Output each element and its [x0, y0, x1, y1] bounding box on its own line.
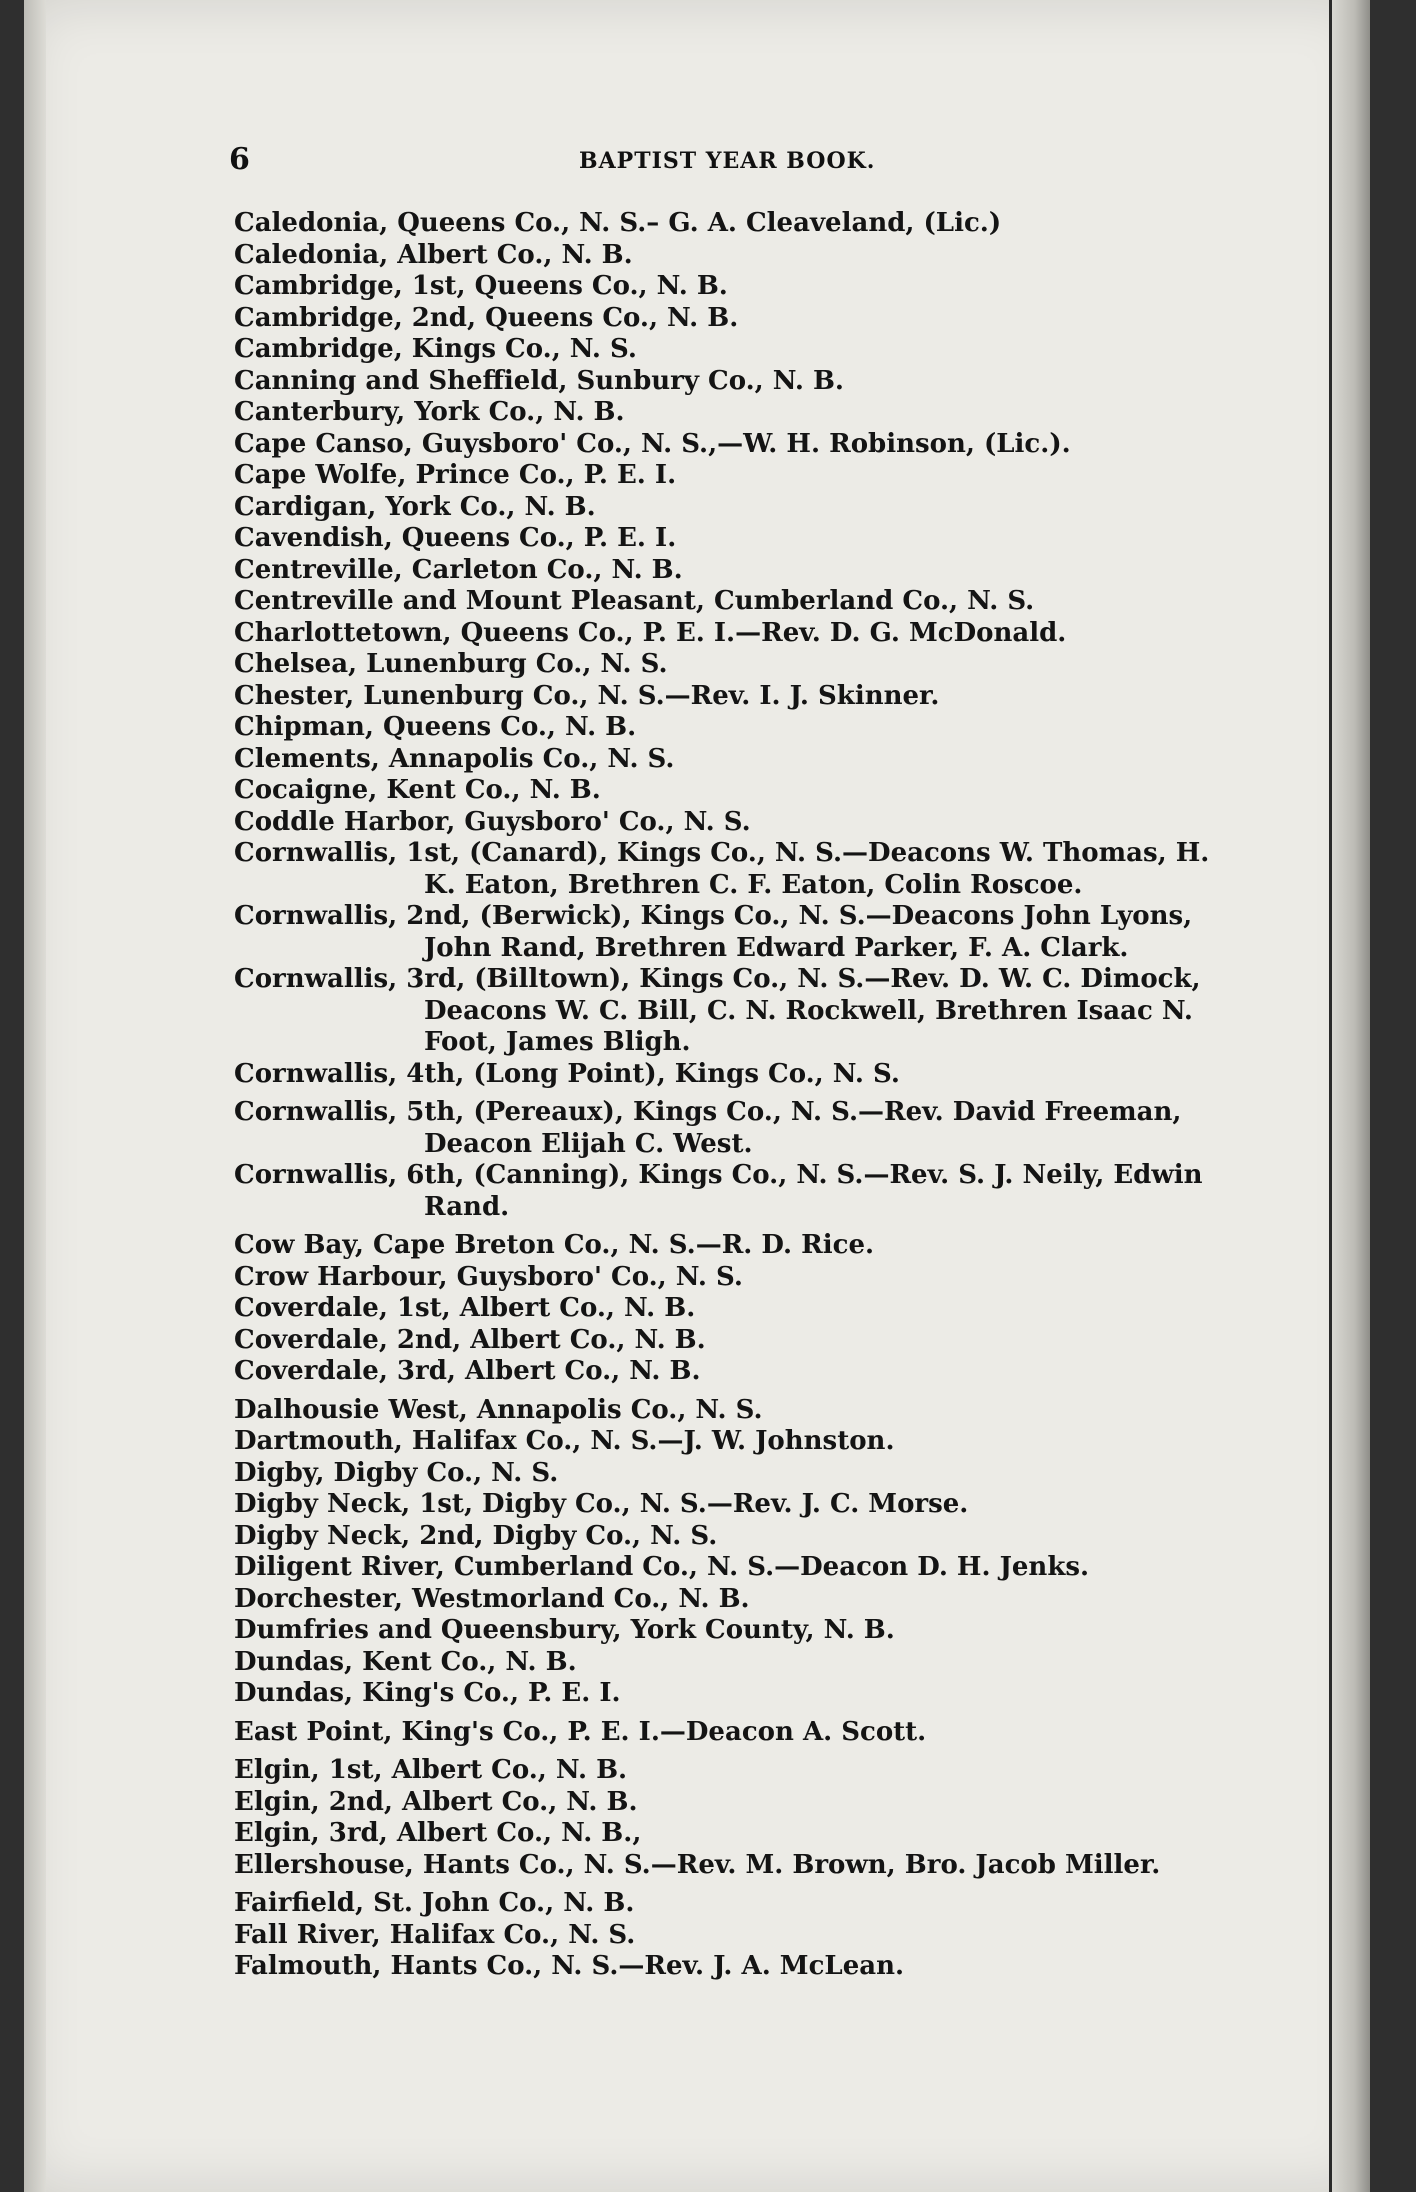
church-entry: Cape Wolfe, Prince Co., P. E. I. — [234, 460, 677, 490]
church-entry: Cornwallis, 5th, (Pereaux), Kings Co., N. S.—Rev. David Freeman, Deacon Elijah C. West. — [234, 1097, 1182, 1159]
church-entry: Cocaigne, Kent Co., N. B. — [234, 775, 601, 805]
church-entry: Falmouth, Hants Co., N. S.—Rev. J. A. McLean. — [234, 1951, 905, 1981]
church-entry: Elgin, 3rd, Albert Co., N. B., — [234, 1818, 642, 1848]
church-entry: Coddle Harbor, Guysboro' Co., N. S. — [234, 806, 751, 837]
church-entry: Dalhousie West, Annapolis Co., N. S. — [234, 1394, 763, 1425]
book-page — [24, 0, 1370, 2192]
church-entry: Elgin, 2nd, Albert Co., N. B. — [234, 1786, 638, 1817]
church-entry: Cambridge, Kings Co., N. S. — [234, 334, 637, 364]
church-entry: Coverdale, 2nd, Albert Co., N. B. — [234, 1324, 706, 1355]
church-entry: Caledonia, Albert Co., N. B. — [234, 239, 633, 270]
page-number: 6 — [229, 142, 250, 177]
church-entry: Cambridge, 2nd, Queens Co., N. B. — [234, 302, 739, 333]
church-entry: Cape Canso, Guysboro' Co., N. S.,—W. H. Robinson, (Lic.). — [234, 428, 1071, 459]
church-entry: Cardigan, York Co., N. B. — [234, 491, 596, 522]
church-entry: Dumfries and Queensbury, York County, N. B. — [234, 1615, 895, 1645]
church-entry: Chipman, Queens Co., N. B. — [234, 712, 637, 742]
church-entry: Diligent River, Cumberland Co., N. S.—Deacon D. H. Jenks. — [234, 1552, 1090, 1582]
church-entry: Cornwallis, 6th, (Canning), Kings Co., N. S.—Rev. S. J. Neily, Edwin Rand. — [234, 1160, 1203, 1222]
page-header — [229, 142, 1269, 182]
church-entry: Centreville and Mount Pleasant, Cumberland Co., N. S. — [234, 586, 1035, 616]
church-entry: Dorchester, Westmorland Co., N. B. — [234, 1583, 750, 1614]
church-entry: Cornwallis, 1st, (Canard), Kings Co., N. S.—Deacons W. Thomas, H. K. Eaton, Brethren C. F. Eaton, Colin Roscoe. — [234, 838, 1210, 900]
church-entry: Cavendish, Queens Co., P. E. I. — [234, 523, 677, 553]
church-entry: Cornwallis, 4th, (Long Point), Kings Co., N. S. — [234, 1058, 900, 1089]
church-entry: Fairfield, St. John Co., N. B. — [234, 1888, 635, 1918]
church-entry: Digby, Digby Co., N. S. — [234, 1457, 559, 1488]
church-entry: Caledonia, Queens Co., N. S.– G. A. Cleaveland, (Lic.) — [234, 208, 1002, 238]
church-entry: Cornwallis, 2nd, (Berwick), Kings Co., N. S.—Deacons John Lyons, John Rand, Brethren Edward Parker, F. A. Clark. — [234, 901, 1193, 963]
church-entry: Dundas, Kent Co., N. B. — [234, 1646, 577, 1677]
church-entry: Dundas, King's Co., P. E. I. — [234, 1678, 621, 1708]
church-entry: Ellershouse, Hants Co., N. S.—Rev. M. Brown, Bro. Jacob Miller. — [234, 1849, 1161, 1880]
page-left-edge — [24, 0, 46, 2192]
church-entry: Dartmouth, Halifax Co., N. S.—J. W. Johnston. — [234, 1426, 895, 1456]
church-entry: Coverdale, 1st, Albert Co., N. B. — [234, 1293, 696, 1323]
church-entry: Crow Harbour, Guysboro' Co., N. S. — [234, 1261, 743, 1292]
church-entry: Cornwallis, 3rd, (Billtown), Kings Co., N. S.—Rev. D. W. C. Dimock, Deacons W. C. Bill, C. N. Rockwell, Brethren Isaac N. Foot, James Bligh. — [234, 964, 1201, 1057]
church-entry: Clements, Annapolis Co., N. S. — [234, 743, 675, 774]
church-entry: Chester, Lunenburg Co., N. S.—Rev. I. J. Skinner. — [234, 680, 940, 711]
running-title: BAPTIST YEAR BOOK. — [579, 148, 876, 174]
church-entry: Digby Neck, 2nd, Digby Co., N. S. — [234, 1520, 718, 1551]
church-list — [234, 208, 1244, 1983]
church-entry: Cow Bay, Cape Breton Co., N. S.—R. D. Rice. — [234, 1230, 875, 1260]
church-entry: Canterbury, York Co., N. B. — [234, 397, 625, 427]
church-entry: Elgin, 1st, Albert Co., N. B. — [234, 1755, 628, 1785]
church-entry: Centreville, Carleton Co., N. B. — [234, 554, 683, 585]
church-entry: Digby Neck, 1st, Digby Co., N. S.—Rev. J. C. Morse. — [234, 1489, 969, 1519]
church-entry: Charlottetown, Queens Co., P. E. I.—Rev. D. G. McDonald. — [234, 617, 1067, 648]
church-entry: Chelsea, Lunenburg Co., N. S. — [234, 649, 668, 679]
church-entry: East Point, King's Co., P. E. I.—Deacon A. Scott. — [234, 1716, 927, 1747]
church-entry: Canning and Sheffield, Sunbury Co., N. B. — [234, 365, 844, 396]
church-entry: Cambridge, 1st, Queens Co., N. B. — [234, 271, 728, 301]
church-entry: Coverdale, 3rd, Albert Co., N. B. — [234, 1356, 701, 1386]
church-entry: Fall River, Halifax Co., N. S. — [234, 1919, 636, 1950]
book-gutter — [1329, 0, 1370, 2192]
